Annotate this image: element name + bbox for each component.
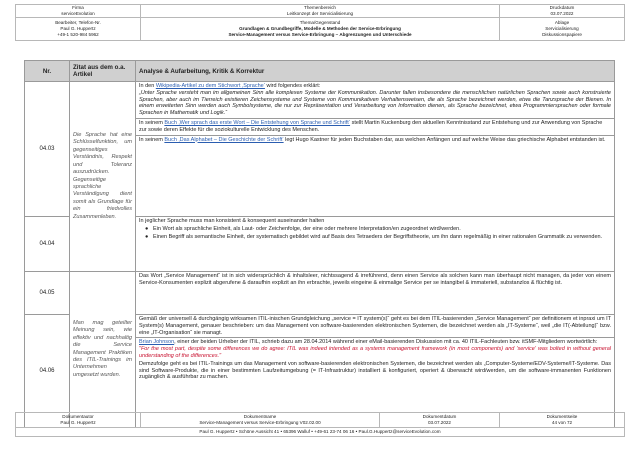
table-row bbox=[25, 82, 615, 217]
row-nr: 04.03 bbox=[25, 82, 70, 217]
ablage-label: Ablage bbox=[554, 20, 570, 25]
firma-label: Firma bbox=[72, 5, 84, 10]
druckdatum-label: Druckdatum bbox=[549, 5, 575, 10]
text-span: , einer der beiden Urheber der ITIL, schrieb dazu am 28.04.2014 während einer eMail-basierenden Diskussion mit ca. 40 ITIL-Fachleuten bzw. itSMF-Mitgliedern wortwörtlich: bbox=[174, 339, 598, 346]
text-span: In den bbox=[139, 83, 156, 89]
header-thema bbox=[141, 18, 500, 41]
analyse-paragraph: Das Wort „Service Management“ ist in sich widersprüchlich & inhaltsleer, nichtssagend & irreführend, denn einen Service als solchen kann man überhaupt nicht managen, da jeder von einem Service-Konsumenten explizit abgerufene & daraufhin explizit an ihn erbrachte, jeweils eingeine & einmalige Service per se intangibel & immateriell, substanzlos & flüchtig ist. bbox=[139, 273, 611, 286]
brian-johnson-link[interactable]: Brian Johnson bbox=[139, 339, 175, 346]
footer-name bbox=[141, 413, 380, 428]
bullet-item bbox=[145, 226, 611, 233]
text-span: legt Hugo Kastner für jeden Buchstaben dar, aus welchen Anfängen und auf welche Weise das griechische Alphabet entstanden ist. bbox=[283, 136, 606, 143]
zitat-cell: Man mag geteilter Meinung sein, wie effektiv und nachhaltig die Service Management Praktiken des ITIL-Trainings im Unternehmen umgesetzt wurden. bbox=[70, 272, 136, 428]
analyse-cell bbox=[136, 315, 615, 428]
table-row bbox=[25, 272, 615, 315]
analyse-paragraph bbox=[136, 82, 614, 119]
document-footer bbox=[15, 412, 625, 437]
analyse-cell bbox=[136, 82, 615, 217]
footer-datum bbox=[380, 413, 500, 428]
analyse-paragraph: Demzufolge geht es bei ITIL-Trainings um das Management von software-basierenden elektronischen Systemen, die bezeichnet werden als „Computer-Systeme/EDV-Systeme/IT-Systeme. Das sind Software-Produkte, die in einer bestimmten Laufzeitumgebung (= IT-Infrastruktur) installiert & konfiguriert, operiert & überwacht wird/werden, um die software-immanenten Funktionen zugänglich & ausführbar zu machen. bbox=[139, 360, 611, 381]
row-nr: 04.06 bbox=[25, 315, 70, 428]
johnson-quote: "For the most part, despite some differences we do agree: ITIL was indeed intended as a systems management framework (in most components) and 'service' was bolted in without general understanding of the differences." bbox=[139, 346, 611, 359]
analyse-paragraph bbox=[136, 136, 614, 145]
analyse-cell bbox=[136, 217, 615, 272]
name-value: Service-Management versus Service-Erbringung V02.02.00 bbox=[199, 420, 321, 425]
header-ablage bbox=[500, 18, 625, 41]
footer-autor bbox=[16, 413, 141, 428]
footer-contact: Paul G. Huppertz • Schöne Aussicht 41 • 65396 Walluf • +49-61 23-74 06 16 • Paul.G.Huppertz@serviceEvolution.com bbox=[16, 428, 625, 437]
analysis-table bbox=[24, 60, 615, 428]
document-header bbox=[15, 4, 625, 41]
wikipedia-link[interactable]: Wikipedia-Artikel zu dem Stichwort ‚Sprache‘ bbox=[155, 83, 265, 89]
bearbeiter-name: Paul G. Huppertz bbox=[60, 26, 96, 31]
analyse-paragraph bbox=[136, 119, 614, 136]
wikipedia-quote: „Unter Sprache versteht man im allgemeinen Sinn alle komplexen Systeme der Kommunikation. Darunter fallen insbesondere die menschlichen natürlichen Sprachen sowie auch konstruierte Sprachen, aber auch im Tierreich existieren Zeichensysteme und Systeme von Kommunikativen Verhaltensweisen, die als Sprache bezeichnet werden, etwa die Tanzsprache der Bienen. In einem erweiterten Sinn werden auch Symbolsysteme, die nur zur Repräsentation und Verarbeitung von Information dienen, als Sprache bezeichnet, etwa Programmiersprachen oder formale Sprachen in Mathematik und Logik.“ bbox=[139, 89, 611, 117]
firma-value: serviceEvolution bbox=[61, 11, 95, 16]
thema-line1: Grundlagen & Grundbegriffe, Modelle & Methoden der Service-Erbringung bbox=[239, 26, 401, 31]
bearbeiter-phone: +49-1 520-984 5962 bbox=[57, 32, 99, 37]
themenbereich-label: Themenbereich bbox=[304, 5, 336, 10]
header-firma bbox=[16, 5, 141, 18]
col-header-analyse: Analyse & Aufarbeitung, Kritik & Korrektur bbox=[136, 61, 615, 82]
col-header-nr: Nr. bbox=[25, 61, 70, 82]
text-span: In seinem bbox=[139, 119, 165, 126]
bearbeiter-label: Bearbeiter, Telefon-Nr. bbox=[55, 20, 101, 25]
seite-label: Dokumentseite bbox=[546, 414, 578, 419]
analyse-cell bbox=[136, 272, 615, 315]
autor-value: Paul G. Huppertz bbox=[60, 420, 96, 425]
ablage-line1: Servicialisierung bbox=[545, 26, 579, 31]
analyse-paragraph bbox=[136, 338, 614, 382]
autor-label: Dokumentautor bbox=[62, 414, 94, 419]
thema-label: Thema/Gegenstand bbox=[299, 20, 341, 25]
footer-seite bbox=[500, 413, 625, 428]
text-span: wird folgendes erklärt: bbox=[264, 83, 321, 89]
thema-line2: Service-Management versus Service-Erbringung – Abgrenzungen und Unterschiede bbox=[228, 32, 412, 37]
themenbereich-value: Leitkonzept der Servicialisierung bbox=[286, 11, 354, 16]
text-span: In seinem bbox=[139, 136, 165, 143]
bullet-text: Einen Begriff als semantische Einheit, der systematisch gebildet wird auf Basis des Tetraeders der Begriffstheorie, um ihn dann regelmäßig in einer rationalen Grammatik zu verwenden. bbox=[153, 233, 603, 240]
text-span: stellt Martin Kuckenburg den aktuellen Kenntnisstand zur Entstehung und zur Anwendung von Sprache zur sowie deren Effekte für die soziokulturelle Entwicklung des Menschen. bbox=[139, 119, 603, 133]
zitat-cell: Die Sprache hat eine Schlüsselfunktion, um gegenseitiges Verständnis, Respekt und Toleranz auszudrücken. Gegenseitige sprachliche Verständigung dient somit als Grundlage für ein friedvolles Zusammenleben. bbox=[70, 82, 136, 272]
col-header-zitat: Zitat aus dem o.a. Artikel bbox=[70, 61, 136, 82]
seite-value: 44 von 72 bbox=[551, 420, 573, 425]
header-bearbeiter bbox=[16, 18, 141, 41]
analyse-paragraph: Gemäß der universell & durchgängig wirksamen ITIL-inischen Grundgleichung „service = IT system(s)“ geht es bei dem ITIL-basierenden „Service Management“ per definitionem et inpraxi um IT System(s) Management, genauer beschrieben: um das Management von software-basierenden elektronischen Systemen, die bezeichnet werden als „IT-Systeme“, weil „die IT(-Abteilung)“ bzw. eine „IT-Organisation“ sie managt. bbox=[136, 315, 614, 338]
bullet-icon: ● bbox=[145, 225, 149, 232]
bullet-text: Ein Wort als sprachliche Einheit, als Laut- oder Zeichenfolge, der eine oder mehrere Interpretation/en zugeordnet wird/werden. bbox=[153, 225, 461, 232]
bullet-item bbox=[145, 234, 611, 241]
ablage-line2: Diskussionspapiere bbox=[542, 32, 582, 37]
header-druckdatum bbox=[500, 5, 625, 18]
table-header-row bbox=[25, 61, 615, 82]
header-themenbereich bbox=[141, 5, 500, 18]
book-link-kastner[interactable]: Buch ‚Das Alphabet – Die Geschichte der Schrift‘ bbox=[164, 136, 284, 143]
druckdatum-value: 03.07.2022 bbox=[550, 11, 574, 16]
bullet-icon: ● bbox=[145, 233, 149, 240]
datum-label: Dokumentdatum bbox=[422, 414, 457, 419]
analyse-paragraph: In jeglicher Sprache muss man konsistent & konsequent auseinander halten bbox=[139, 218, 325, 224]
row-nr: 04.05 bbox=[25, 272, 70, 315]
datum-value: 03.07.2022 bbox=[428, 420, 451, 425]
book-link-kuckenburg[interactable]: Buch ‚Wer sprach das erste Wort – Die Entstehung von Sprache und Schrift‘ bbox=[164, 119, 351, 126]
name-label: Dokumentname bbox=[243, 414, 277, 419]
row-nr: 04.04 bbox=[25, 217, 70, 272]
